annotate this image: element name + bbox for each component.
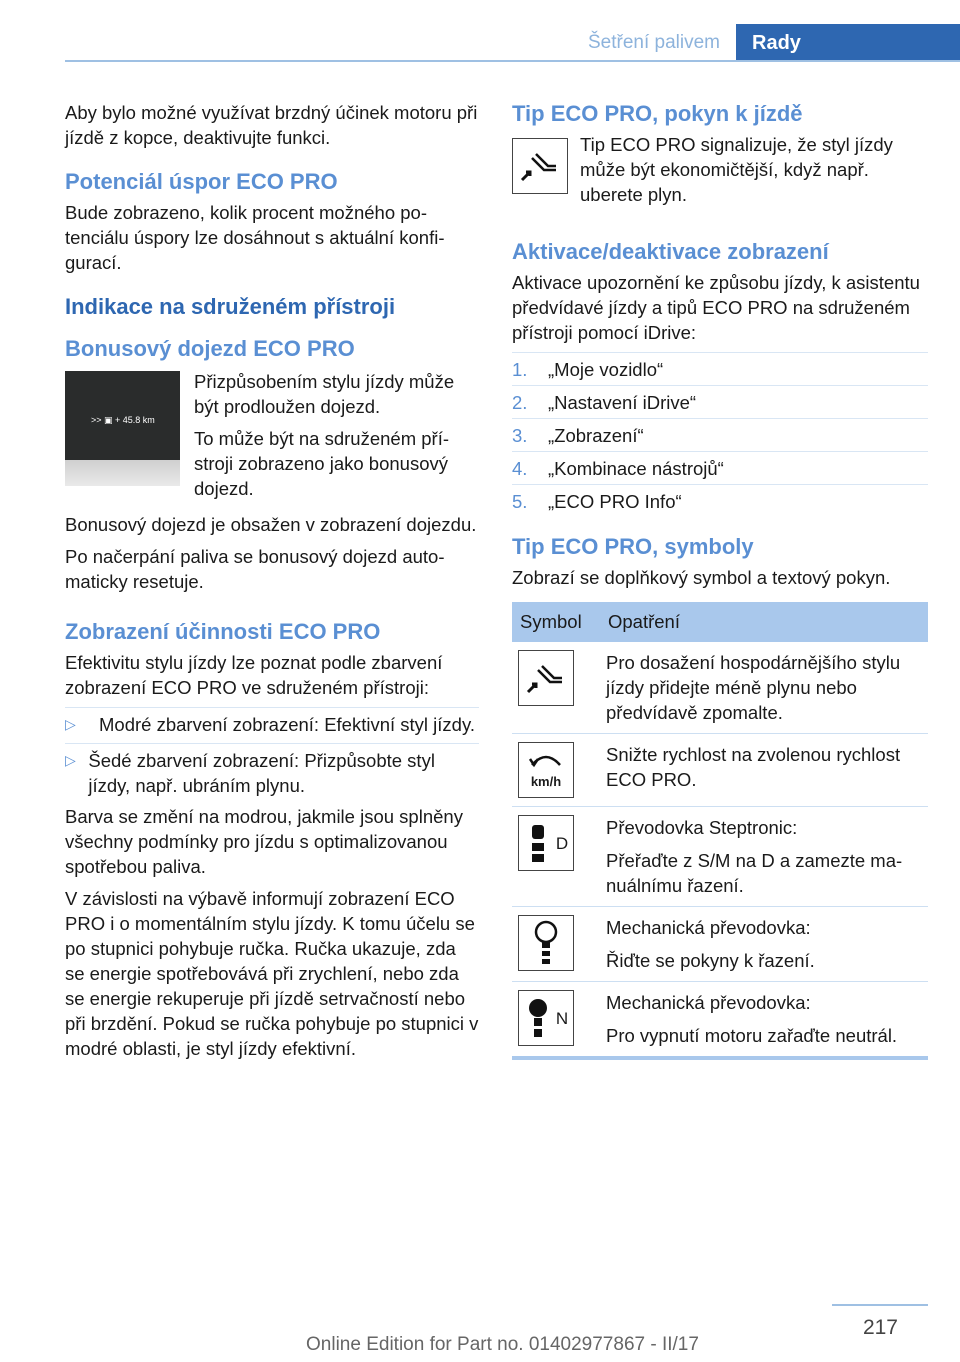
gear-d-icon: D xyxy=(518,815,574,871)
tip-heading: Tip ECO PRO, pokyn k jízdě xyxy=(512,101,803,126)
list-item: ▷ Šedé zbarvení zobrazení: Přizpůsobte styl jízdy, např. ubráním plynu. xyxy=(65,743,479,798)
efficiency-paragraph-1: Efektivitu stylu jízdy lze poznat podle zbarvení zobrazení ECO PRO ve sdruženém přístroji: xyxy=(65,652,443,698)
symbols-text: Zobrazí se doplňkový symbol a textový pokyn. xyxy=(512,567,891,588)
bonus-figure-row xyxy=(65,369,479,508)
table-row: km/h Snižte rychlost na zvolenou rychlost ECO PRO. xyxy=(512,734,928,807)
triangle-bullet-icon: ▷ xyxy=(65,752,76,768)
foot-off-pedal-icon xyxy=(512,138,568,194)
activation-heading: Aktivace/deaktivace zobrazení xyxy=(512,239,829,264)
speed-reduce-icon: km/h xyxy=(518,742,574,798)
bonus-paragraph-1: Přizpůsobením stylu jízdy může být prodloužen dojezd. xyxy=(194,371,455,417)
gear-n-icon: N xyxy=(518,990,574,1046)
activation-steps xyxy=(512,352,928,517)
header-rule xyxy=(65,60,960,62)
foot-off-pedal-icon xyxy=(518,650,574,706)
intro-text: Aby bylo možné využívat brzdný účinek motoru při jízdě z kopce, deaktivujte funkci. xyxy=(65,102,478,148)
header-chapter: Šetření palivem xyxy=(587,32,720,53)
list-item: 5. „ECO PRO Info“ xyxy=(512,484,928,517)
column-header-symbol: Symbol xyxy=(512,602,600,642)
list-item: 3. „Zobrazení“ xyxy=(512,418,928,451)
bonus-range-readout: >> ▣ + 45.8 km xyxy=(91,415,155,425)
potential-heading: Potenciál úspor ECO PRO xyxy=(65,169,338,194)
efficiency-paragraph-2: Barva se změní na modrou, jakmile jsou splněny všechny podmínky pro jízdu s optimalizovanou spotřebou paliva. xyxy=(65,806,463,877)
triangle-bullet-icon: ▷ xyxy=(65,716,76,732)
symbols-table xyxy=(512,602,928,1060)
page-number: 217 xyxy=(862,1316,898,1339)
list-item: ▷ Modré zbarvení zobrazení: Efektivní styl jízdy. xyxy=(65,707,479,737)
cluster-heading: Indikace na sdruženém přístroji xyxy=(65,294,396,319)
activation-text: Aktivace upozornění ke způsobu jízdy, k asistentu předvídavé jízdy a tipů ECO PRO na sdruženém přístroji pomocí iDrive: xyxy=(512,272,920,343)
bonus-paragraph-2: To může být na sdruženém přístroji zobrazeno jako bonusový dojezd. xyxy=(194,428,450,499)
list-item: 1. „Moje vozidlo“ xyxy=(512,352,928,385)
right-column xyxy=(512,100,928,1060)
bonus-paragraph-3: Bonusový dojezd je obsažen v zobrazení dojezdu. xyxy=(65,514,477,535)
edition-note: Online Edition for Part no. 01402977867 - II/17 xyxy=(306,1334,699,1355)
efficiency-bullet-list xyxy=(65,707,479,798)
tip-row xyxy=(512,134,928,214)
manual-shift-icon xyxy=(518,915,574,971)
table-row: Pro dosažení hospodárnějšího stylu jízdy přidejte méně plynu nebo předvídavě zpomalte. xyxy=(512,642,928,734)
potential-text: Bude zobrazeno, kolik procent možného potenciálu úspory lze dosáhnout s aktuální konfigurací. xyxy=(65,202,445,273)
symbols-heading: Tip ECO PRO, symboly xyxy=(512,534,754,559)
tip-text: Tip ECO PRO signalizuje, že styl jízdy může být ekonomičtější, když např. uberete plyn. xyxy=(580,134,893,205)
table-row: D Převodovka Steptronic: Přeřaďte z S/M na D a zamezte manuálnímu řazení. xyxy=(512,807,928,907)
header-section: Rady xyxy=(736,24,960,62)
left-column xyxy=(65,100,479,1068)
page-header xyxy=(65,0,960,62)
column-header-action: Opatření xyxy=(600,602,928,642)
bonus-heading: Bonusový dojezd ECO PRO xyxy=(65,336,355,361)
table-row: Mechanická převodovka: Řiďte se pokyny k řazení. xyxy=(512,907,928,982)
table-row: N Mechanická převodovka: Pro vypnutí motoru zařaďte neutrál. xyxy=(512,982,928,1059)
bonus-paragraph-4: Po načerpání paliva se bonusový dojezd automaticky resetuje. xyxy=(65,546,445,592)
bonus-side-text xyxy=(194,369,479,508)
footer-rule xyxy=(832,1304,928,1306)
efficiency-paragraph-3: V závislosti na výbavě informují zobrazení ECO PRO i o momentálním stylu jízdy. K tomu účelu se po stupnici pohybuje ručka. Ručka ukazuje, zda se energie spotřebovává při zrychlení, nebo zda se energie rekuperuje při jízdě setrvačností nebo při brzdění. Pokud se ručka pohybuje po stupnici v modré oblasti, je styl jízdy efektivní. xyxy=(65,888,479,1059)
list-item: 2. „Nastavení iDrive“ xyxy=(512,385,928,418)
efficiency-heading: Zobrazení účinnosti ECO PRO xyxy=(65,619,381,644)
list-item: 4. „Kombinace nástrojů“ xyxy=(512,451,928,484)
instrument-cluster-image xyxy=(65,371,180,486)
